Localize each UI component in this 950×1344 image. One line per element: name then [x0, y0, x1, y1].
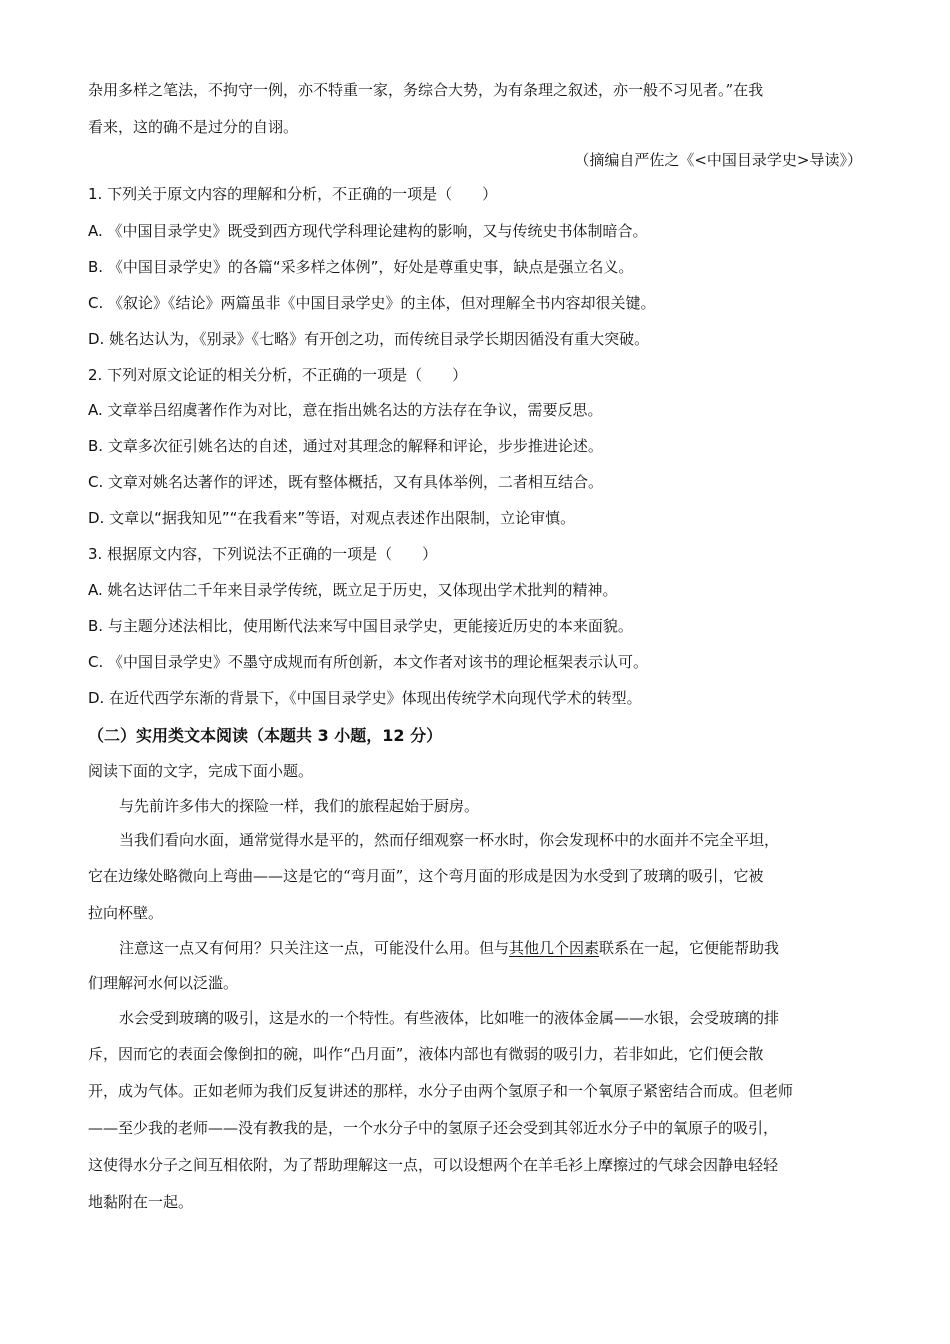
reading-instruction: 阅读下面的文字，完成下面小题。: [88, 762, 314, 780]
paragraph-1: 与先前许多伟大的探险一样，我们的旅程起始于厨房。: [119, 797, 480, 815]
passage-tail-line-1: 杂用多样之笔法，不拘守一例，亦不特重一家，务综合大势，为有条理之叙述，亦一般不习见者。”在我: [88, 81, 764, 99]
question-3-option-b: B. 与主题分述法相比，使用断代法来写中国目录学史，更能接近历史的本来面貌。: [88, 617, 633, 635]
question-1-option-d: D. 姚名达认为，《别录》《七略》有开创之功，而传统目录学长期因循没有重大突破。: [88, 330, 650, 348]
paragraph-4-line-6: 地黏附在一起。: [88, 1193, 194, 1211]
section-heading: （二）实用类文本阅读（本题共 3 小题，12 分）: [88, 726, 443, 745]
question-1-stem: 1. 下列关于原文内容的理解和分析，不正确的一项是（ ）: [88, 185, 498, 203]
question-3-option-a: A. 姚名达评估二千年来目录学传统，既立足于历史，又体现出学术批判的精神。: [88, 581, 618, 599]
question-3-option-c: C. 《中国目录学史》不墨守成规而有所创新，本文作者对该书的理论框架表示认可。: [88, 653, 649, 671]
question-2-option-d: D. 文章以“据我知见”“在我看来”等语，对观点表述作出限制，立论审慎。: [88, 509, 576, 527]
paragraph-3-text-a: 注意这一点又有何用？只关注这一点，可能没什么用。但与: [119, 939, 510, 957]
paragraph-4-line-2: 斥，因而它的表面会像倒扣的碗，叫作“凸月面”，液体内部也有微弱的吸引力，若非如此，它们便会散: [88, 1045, 764, 1063]
paragraph-4-line-1: 水会受到玻璃的吸引，这是水的一个特性。有些液体，比如唯一的液体金属——水银，会受玻璃的排: [119, 1009, 780, 1027]
question-2-option-b: B. 文章多次征引姚名达的自述，通过对其理念的解释和评论，步步推进论述。: [88, 437, 603, 455]
question-1-option-a: A. 《中国目录学史》既受到西方现代学科理论建构的影响，又与传统史书体制暗合。: [88, 222, 648, 240]
paragraph-2-line-2: 它在边缘处略微向上弯曲——这是它的“弯月面”，这个弯月面的形成是因为水受到了玻璃的吸引，它被: [88, 867, 764, 885]
paragraph-3-line-1: [119, 938, 779, 958]
paragraph-4-line-5: 这使得水分子之间互相依附，为了帮助理解这一点，可以设想两个在羊毛衫上摩擦过的气球会因静电轻轻: [88, 1156, 779, 1174]
passage-tail-line-2: 看来，这的确不是过分的自诩。: [88, 118, 299, 136]
question-1-option-c: C. 《叙论》《结论》两篇虽非《中国目录学史》的主体，但对理解全书内容却很关键。: [88, 294, 656, 312]
paragraph-4-line-4: ——至少我的老师——没有教我的是，一个水分子中的氢原子还会受到其邻近水分子中的氧原子的吸引，: [88, 1119, 779, 1137]
question-1-option-b: B. 《中国目录学史》的各篇“采多样之体例”，好处是尊重史事，缺点是强立名义。: [88, 258, 634, 276]
paragraph-4-line-3: 开，成为气体。正如老师为我们反复讲述的那样，水分子由两个氢原子和一个氧原子紧密结合而成。但老师: [88, 1082, 794, 1100]
question-3-stem: 3. 根据原文内容，下列说法不正确的一项是（ ）: [88, 545, 438, 563]
question-2-option-a: A. 文章举吕绍虞著作作为对比，意在指出姚名达的方法存在争议，需要反思。: [88, 401, 603, 419]
question-2-option-c: C. 文章对姚名达著作的评述，既有整体概括，又有具体举例，二者相互结合。: [88, 473, 604, 491]
underlined-phrase: 其他几个因素: [509, 939, 600, 957]
paragraph-2-line-3: 拉向杯壁。: [88, 904, 164, 922]
paragraph-3-text-b: 联系在一起，它便能帮助我: [599, 939, 780, 957]
question-2-stem: 2. 下列对原文论证的相关分析，不正确的一项是（ ）: [88, 366, 468, 384]
question-3-option-d: D. 在近代西学东渐的背景下，《中国目录学史》体现出传统学术向现代学术的转型。: [88, 689, 642, 707]
paragraph-2-line-1: 当我们看向水面，通常觉得水是平的，然而仔细观察一杯水时，你会发现杯中的水面并不完全平坦，: [119, 831, 780, 849]
source-citation: （摘编自严佐之《<中国目录学史>导读》）: [574, 151, 862, 169]
paragraph-3-line-2: 们理解河水何以泛滥。: [88, 974, 239, 992]
